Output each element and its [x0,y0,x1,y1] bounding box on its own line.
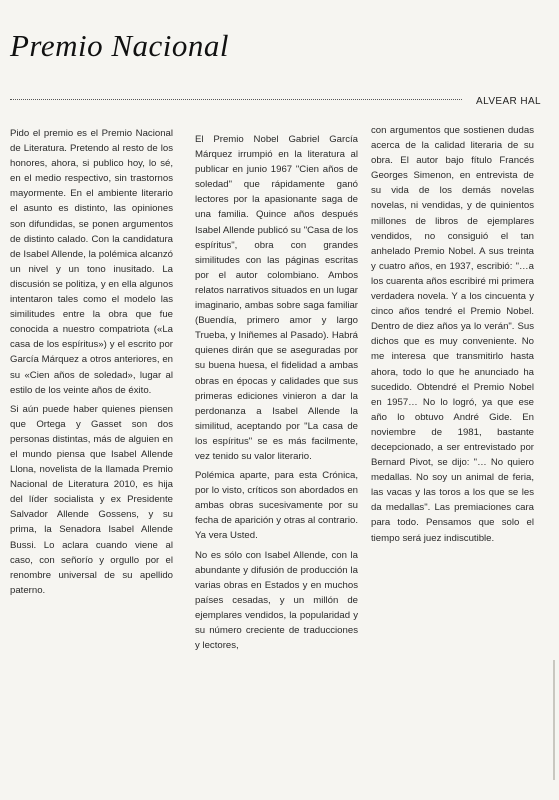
column-1-paragraph-1: Pido el premio es el Premio Nacional de Literatura. Pretendo al resto de los honores, ahora, si publico hoy, lo sé, en el medio respectivo, sin trastornos mayormente. En el ambiente literario el asunto es distinto, las opiniones son difundidas, se ponen argumentos de distinto calado. Con la candidatura de Isabel Allende, la polémica alcanzó un nivel y un tono inusitado. La discusión se politiza, y en ella algunos intentaron tales como el modelo las similitudes entre la obra que fue conocida a nuestro compatriota («La casa de los espíritus») y el escrito por García Márquez a otros anteriores, en su «Cien años de soledad», lugar al estilo de los veinte años de éxito. [10,128,173,396]
article-column-3 [371,123,534,546]
column-2-paragraph-1: El Premio Nobel Gabriel García Márquez irrumpió en la literatura al publicar en junio 1967 "Cien años de soledad" que rápidamente ganó lectores por la apasionante saga de una familia. Quince años después Isabel Allende publicó su "Casa de los espíritus", obra con grandes similitudes con las páginas escritas por el autor colombiano. Ambos relatos narrativos situados en un lugar imaginario, ambas sobre saga familiar (Buendía, primero amor y largo Trueba, y Iniñemes al Pasado). Habrá quienes dirán que se aseguradas por su buena huesa, el fidelidad a ambas obras en épocas y calidades que sus primeras ediciones vinieron a dar la perdonanza a Isabel Allende la similitud, aceptando por "La casa de los espíritus" se es más facilmente, vez tenido su valor literario. [195,134,358,462]
column-3-paragraph-1: con argumentos que sostienen dudas acerca de la calidad literaria de su obra. El autor bajo fítulo Francés Georges Simenon, en entrevista de su vida de los demás novelas novelas, ni vendidas, y de quinientos millones de libros de ejemplares vendidos, no consiguió el tan anhelado Premio Nobel. A sus treinta y cuatro años, en 1937, escribió: "…a los cuarenta años escribiré mi primera verdadera novela. Y a los cincuenta y cinco años tendré el Premio Nobel. Dentro de diez años ya lo verán". Sus dichos que es muy conveniente. No me interesa que transmitirlo hasta ahora, todo lo que he anunciado ha sucedido. Obtendré el Premio Nobel en 1957… No lo logró, ya que ese año lo obtuvo André Gide. En noviembre de 1981, bastante decepcionado, a ser entrevistado por Bernard Pivot, se dijo: "… No quiero medallas. No soy un animal de feria, las vacas y las toros a los que se les da medallas". Las premiaciones cara para todo. Pensamos que solo el tiempo será juez indiscutible. [371,125,534,544]
article-title: Premio Nacional [10,28,230,63]
column-2-paragraph-2: Polémica aparte, para esta Crónica, por lo visto, críticos son abordados en ambas obras sucesivamente por su fecha de aparición y otras al contrario. Ya vera Usted. [195,470,358,542]
article-column-1 [10,126,173,598]
article-byline: ALVEAR HAL [476,96,541,107]
column-1-paragraph-2: Si aún puede haber quienes piensen que Ortega y Gasset son dos personas distintas, más de alguien en el mundo piensa que Isabel Allende Llona, novelista de la llamada Premio Nacional de Literatura 2010, es hija del líder socialista y ex Presidente Salvador Allende Gossens, y su prima, la Senadora Isabel Allende Bussi. Lo aclara cuando viene al caso, con señorío y orgullo por el renombre universal de su apellido paterno. [10,403,173,596]
article-column-2 [195,132,358,653]
title-divider [10,99,462,100]
column-2-paragraph-3: No es sólo con Isabel Allende, con la abundante y difusión de producción la varias obras en Estados y en muchos países cesadas, y un millón de ejemplares vendidos, la popularidad y su número creciente de traducciones y lectores, [195,549,358,652]
page-edge-shadow [553,660,555,780]
